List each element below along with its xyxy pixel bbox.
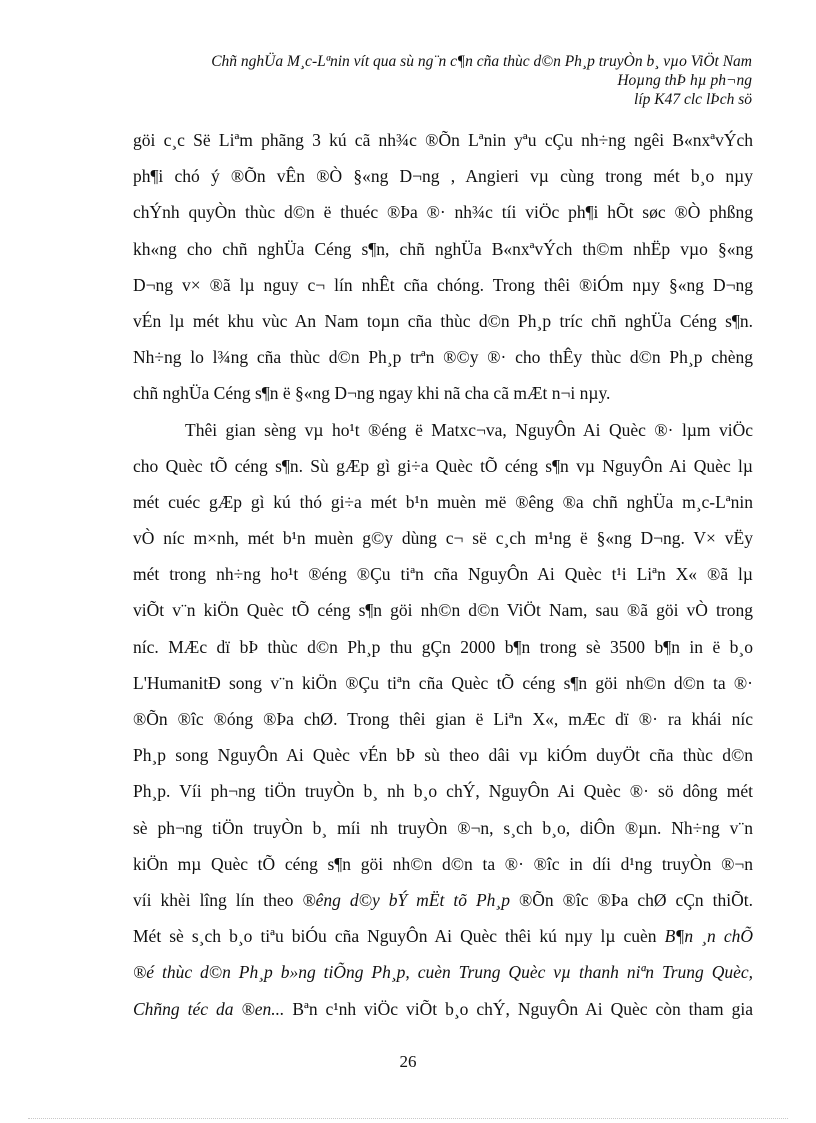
header-class: líp K47 clc lÞch sö (634, 91, 752, 108)
text-run: ®Õn ®îc ®Þa chØ cÇn thiÕt. (509, 889, 753, 910)
body-text (133, 122, 753, 1027)
text-line: cho Quèc tÕ céng s¶n. Sù gÆp gì gi÷a Quèc tÕ céng s¶n vµ NguyÔn Ai Quèc lµ (133, 455, 753, 476)
text-line: chñ nghÜa Céng s¶n ë §«ng D¬ng ngay khi nã cha cã mÆt n¬i nµy. (133, 383, 611, 404)
text-line: mét cuéc gÆp gì kú thó gi÷a mét b¹n muèn më ®êng ®a chñ nghÜa m¸c-Lªnin (133, 491, 753, 512)
text-line: sè ph¬ng tiÖn truyÒn b¸ míi nh truyÒn ®¬n, s¸ch b¸o, diÔn ®µn. Nh÷ng v¨n (133, 817, 753, 838)
text-line: Ph¸p song NguyÔn Ai Quèc vÉn bÞ sù theo dâi vµ kiÓm duyÖt cña thùc d©n (133, 745, 753, 766)
text-line: viÕt v¨n kiÖn Quèc tÕ céng s¶n göi nh©n d©n ViÖt Nam, sau ®ã göi vÒ trong (133, 600, 753, 621)
text-line: Ph¸p. Víi ph¬ng tiÖn truyÒn b¸ nh b¸o chÝ, NguyÔn Ai Quèc ®· sö dông mét (133, 781, 753, 802)
book-title-italic: Chñng téc da ®en... (133, 998, 285, 1019)
text-run: víi khèi lîng lín theo (133, 889, 303, 910)
book-titles-line: ®é thùc d©n Ph¸p b»ng tiÕng Ph¸p, cuèn Trung Quèc vµ thanh niªn Trung Quèc, (133, 962, 753, 983)
text-line: ®Õn ®îc ®óng ®Þa chØ. Trong thêi gian ë Liªn X«, mÆc dï ®· ra khái níc (133, 709, 753, 729)
text-line (133, 991, 753, 1027)
text-line: níc. MÆc dï bÞ thùc d©n Ph¸p thu gÇn 2000 b¶n trong sè 3500 b¶n in ë b¸o (133, 636, 753, 657)
text-run: Bªn c¹nh viÖc viÕt b¸o chÝ, NguyÔn Ai Quèc còn tham gia (284, 998, 753, 1019)
italic-phrase: ®êng d©y bÝ mËt tõ Ph¸p (302, 889, 510, 910)
text-line: kh«ng cho chñ nghÜa Céng s¶n, chñ nghÜa B«nxªvÝch th©m nhËp vµo §«ng (133, 238, 753, 259)
text-line (133, 918, 753, 954)
text-line: ph¶i chó ý ®Õn vÊn ®Ò §«ng D¬ng , Angieri vµ cùng trong mét b¸o nµy (133, 166, 753, 187)
text-line: vÒ níc m×nh, mét b¹n muèn g©y dùng c¬ së c¸ch m¹ng ë §«ng D¬ng. V× vËy (133, 528, 753, 549)
text-line (133, 882, 753, 918)
text-line: kiÖn mµ Quèc tÕ céng s¶n göi nh©n d©n ta ®· ®îc in díi d¹ng truyÒn ®¬n (133, 853, 753, 874)
page-number: 26 (399, 1052, 417, 1071)
text-line: göi c¸c Së Liªm phãng 3 kú cã nh¾c ®Õn Lªnin yªu cÇu nh÷ng ngêi B«nxªvÝch (133, 130, 753, 150)
header-title: Chñ nghÜa M¸c-Lªnin vít qua sù ng¨n c¶n cña thùc d©n Ph¸p truyÒn b¸ vµo ViÖt Nam (211, 53, 752, 70)
header-author: Hoµng thÞ hµ ph¬ng (617, 72, 752, 89)
text-run: Mét sè s¸ch b¸o tiªu biÓu cña NguyÔn Ai Quèc thêi kú nµy lµ cuèn (133, 926, 665, 947)
text-line: Nh÷ng lo l¾ng cña thùc d©n Ph¸p trªn ®©y ®· cho thÊy thùc d©n Ph¸p chèng (133, 347, 753, 368)
text-line: vÉn lµ mét khu vùc An Nam toµn cña thùc d©n Ph¸p tríc chñ nghÜa Céng s¶n. (133, 310, 753, 331)
text-line: chÝnh quyÒn thùc d©n ë thuéc ®Þa ®· nh¾c tíi viÖc ph¶i hÕt søc ®Ò phßng (133, 202, 753, 223)
text-line: mét trong nh÷ng ho¹t ®éng ®Çu tiªn cña NguyÔn Ai Quèc t¹i Liªn X« ®ã lµ (133, 564, 753, 585)
running-header (112, 52, 752, 109)
paragraph-start-line: Thêi gian sèng vµ ho¹t ®éng ë Matxc¬va, NguyÔn Ai Quèc ®· lµm viÖc (185, 419, 753, 440)
bottom-dotted-rule (28, 1118, 788, 1119)
text-line: D¬ng v× ®ã lµ nguy c¬ lín nhÊt cña chóng. Trong thêi ®iÓm nµy §«ng D¬ng (133, 274, 753, 295)
text-line: L'HumanitÐ song v¨n kiÖn ®Çu tiªn cña Quèc tÕ céng s¶n göi nh©n d©n ta ®· (133, 672, 753, 693)
book-title-italic: B¶n ¸n chÕ (664, 926, 753, 947)
